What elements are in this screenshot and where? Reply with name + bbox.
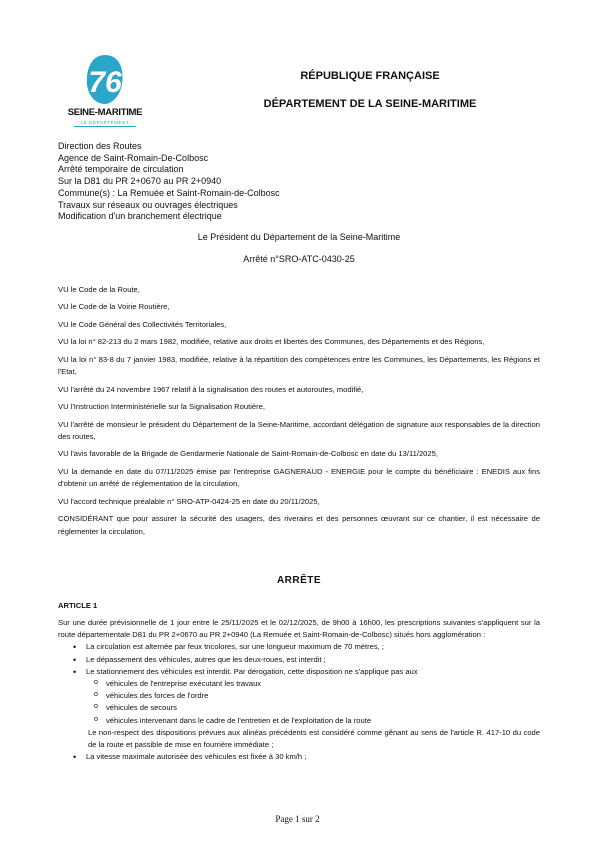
service-line: Travaux sur réseaux ou ouvrages électriques bbox=[58, 199, 238, 210]
page-number: Page 1 sur 2 bbox=[275, 814, 320, 824]
arrete-number: Arrêté n°SRO-ATC-0430-25 bbox=[243, 254, 355, 264]
exception-item: o véhicules des forces de l'ordre bbox=[106, 690, 540, 702]
service-line: Direction des Routes bbox=[58, 141, 142, 151]
vu-item: VU l'arrêté du 24 novembre 1967 relatif à la signalisation des routes et autoroutes, modifié, bbox=[58, 384, 364, 394]
article-1-intro: Sur une durée prévisionnelle de 1 jour entre le 25/11/2025 et le 02/12/2025, de 9h00 à 16h00, les prescriptions suivantes s'appliquent sur la route départementale D81 du PR 2+0670 au PR 2+0940 (La Remuée et Saint-Romain-de-Colbosc) situés hors agglomération : bbox=[58, 618, 540, 640]
fourriere-note: Le non-respect des dispositions prévues aux alinéas précédents est considéré comme gênant au sens de l'article R. 417-10 du code de la route et passible de mise en fourrière immédiate ; bbox=[88, 727, 540, 750]
prescription-item: • La circulation est alternée par feux tricolores, sur une longueur maximum de 70 mètres, ; bbox=[86, 641, 540, 653]
exception-item: o véhicules de secours bbox=[106, 702, 540, 714]
vu-item: VU la loi n° 83-8 du 7 janvier 1983, modifiée, relative à la répartition des compétences entre les Communes, les Départements, les Régions et l'Etat, bbox=[58, 354, 540, 377]
header-departement: DÉPARTEMENT DE LA SEINE-MARITIME bbox=[263, 98, 477, 110]
vu-item: VU l'avis favorable de la Brigade de Gendarmerie Nationale de Saint-Romain-de-Colbosc en date du 13/11/2025, bbox=[58, 449, 438, 459]
vu-item: VU la loi n° 82-213 du 2 mars 1982, modifiée, relative aux droits et libertés des Communes, des Départements et des Régions, bbox=[58, 337, 485, 347]
prescription-item bbox=[86, 666, 540, 727]
vu-item: VU la demande en date du 07/11/2025 émise par l'entreprise GAGNERAUD - ENERGIE pour le compte du bénéficiaire : ENEDIS aux fins d'obtenir un arrêté de réglementation de la circulation, bbox=[58, 466, 540, 489]
logo-subtitle: LE DÉPARTEMENT bbox=[80, 120, 130, 125]
service-line: Sur la D81 du PR 2+0670 au PR 2+0940 bbox=[58, 176, 222, 187]
service-line: Commune(s) : La Remuée et Saint-Romain-de-Colbosc bbox=[58, 187, 280, 198]
prescription-list-2 bbox=[58, 751, 540, 763]
logo-number: 76 bbox=[88, 66, 122, 99]
president-line: Le Président du Département de la Seine-Maritime bbox=[197, 232, 401, 242]
logo-divider bbox=[74, 126, 136, 127]
department-logo bbox=[62, 54, 148, 130]
exception-item: o véhicules intervenant dans le cadre de l'entretien et de l'exploitation de la route bbox=[106, 715, 540, 727]
vu-item: VU l'arrêté de monsieur le président du Département de la Seine-Maritime, accordant délégation de signature aux responsables de la direction des routes, bbox=[58, 419, 540, 441]
prescription-item: • La vitesse maximale autorisée des véhicules est fixée à 30 km/h ; bbox=[86, 751, 540, 763]
service-line: Agence de Saint-Romain-De-Colbosc bbox=[58, 152, 209, 163]
vu-item: VU le Code Général des Collectivités Territoriales, bbox=[58, 319, 227, 329]
prescription-list bbox=[58, 641, 540, 726]
arrete-heading: ARRÊTE bbox=[276, 575, 322, 586]
considerant-item: CONSIDÉRANT que pour assurer la sécurité des usagers, des riverains et des personnes œuvrant sur ce chantier, il est nécessaire de réglementer la circulation, bbox=[58, 514, 540, 536]
logo-name: SEINE-MARITIME bbox=[67, 107, 143, 118]
service-line: Arrêté temporaire de circulation bbox=[58, 164, 184, 175]
header-republique: RÉPUBLIQUE FRANÇAISE bbox=[300, 70, 440, 82]
service-block bbox=[58, 141, 280, 223]
vu-item: VU le Code de la Route, bbox=[58, 285, 140, 294]
logo-mark-icon bbox=[62, 54, 148, 106]
article-1-body bbox=[58, 617, 540, 763]
service-line: Modification d'un branchement électrique bbox=[58, 211, 222, 222]
prescription-text: Le stationnement des véhicules est interdit. Par dérogation, cette disposition ne s'applique pas aux bbox=[86, 666, 418, 676]
article-1-title: ARTICLE 1 bbox=[58, 601, 98, 610]
prescription-item: • Le dépassement des véhicules, autres que les deux-roues, est interdit ; bbox=[86, 654, 540, 666]
exception-item: o véhicules de l'entreprise exécutant les travaux bbox=[106, 678, 540, 690]
vu-list bbox=[58, 284, 540, 543]
vu-item: VU l'Instruction Interministérielle sur la Signalisation Routière, bbox=[58, 402, 265, 412]
vu-item: VU le Code de la Voirie Routière, bbox=[58, 302, 170, 312]
vu-item: VU l'accord technique préalable n° SRO-ATP-0424-25 en date du 20/11/2025, bbox=[58, 496, 320, 506]
exception-list bbox=[86, 678, 540, 727]
